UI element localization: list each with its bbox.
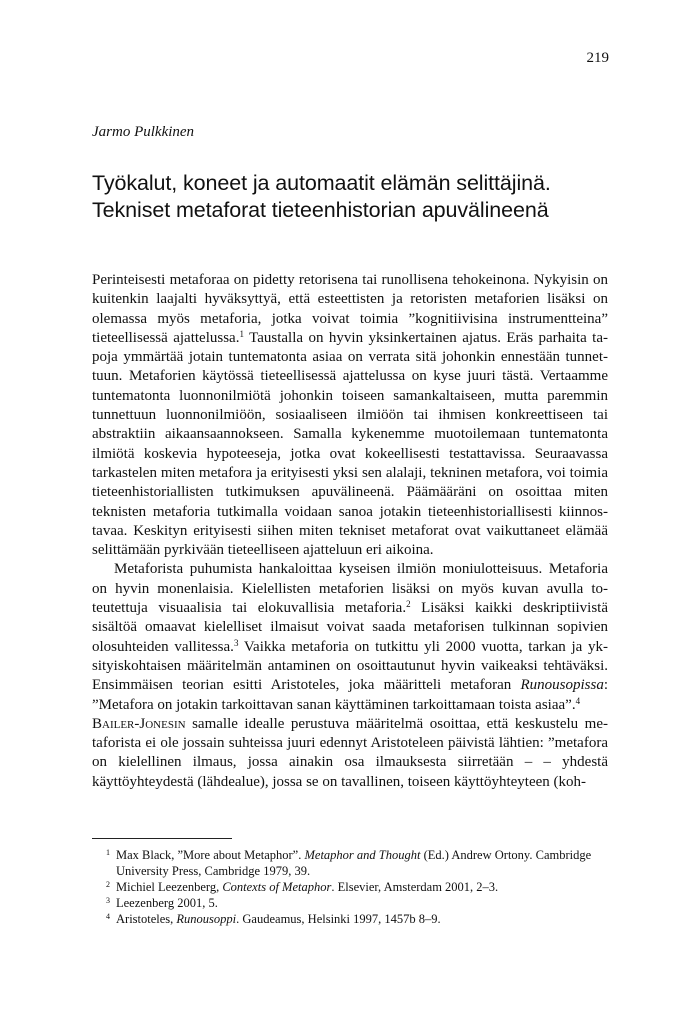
text-run: : ”Metafora on jotakin tarkoittavan sanan käyttäminen tarkoittamaan toista asiaa”.	[92, 677, 608, 713]
footnote-number: 4	[106, 912, 110, 921]
footnote-ref-3[interactable]: 3	[233, 637, 239, 648]
text-run: samalle idealle perustuva määritelmä osoittaa, että keskustelu metaforista ei ole jossain suhteissa juuri edennyt Aristoteleen päivistä lähtien: ”metafora on kielellinen ilmaus, jossa ainakin osa ilmauksesta siirretään – – yhdestä käyttöyhteydestä (lähdealue), jossa se on tavallinen, toiseen käyttöyhteyteen (koh-	[92, 715, 608, 790]
title-line-2: Tekniset metaforat tieteenhistorian apuvälineenä	[92, 198, 549, 222]
footnote-number: 1	[106, 848, 110, 857]
article-body	[92, 271, 608, 792]
article-title	[92, 170, 622, 224]
text-run: Metaforista puhumista hankaloittaa kyseisen ilmiön moniulotteisuus. Metaforia on hyvin monenlaisia. Kielellisten metaforien lisäksi on myös kuvan avulla toteutettuja visuaalisia tai elokuvallisia metaforia.	[92, 561, 608, 617]
footnote-italic: Metaphor and Thought	[304, 848, 421, 862]
footnote-2	[92, 879, 608, 895]
author-name: Jarmo Pulkkinen	[92, 124, 195, 140]
author-reference: Bailer-Jonesin	[92, 715, 186, 732]
paragraph-1	[92, 271, 608, 560]
footnote-text: Leezenberg 2001, 5.	[116, 896, 218, 910]
work-title: Runousopissa	[520, 677, 604, 694]
text-run: Vaikka metaforia on tutkittu yli 2000 vuotta, tarkan ja yksityiskohtaisen määritelmän antaminen on osoittautunut hyvin vaikeaksi tehtäväksi. Ensimmäisen teorian esitti Aristoteles, joka määritteli metaforan	[92, 638, 608, 694]
footnote-text: Max Black, ”More about Metaphor”.	[116, 848, 305, 862]
footnote-text: (Ed.) Andrew Ortony. Cambridge University Press, Cambridge 1979, 39.	[116, 848, 592, 878]
footnotes	[92, 847, 608, 927]
footnote-italic: Runousoppi	[176, 912, 237, 926]
footnote-text: . Elsevier, Amsterdam 2001, 2–3.	[331, 880, 499, 894]
text-run: Perinteisesti metaforaa on pidetty retorisena tai runollisena tehokeinona. Nykyisin on kuitenkin laajalti hyväksyttyä, että esteettisten ja retoristen metaforien lisäksi on olemassa myös metaforia, jotka voivat toimia ”kognitiivisina instrumentteina” tieteellisessä ajattelussa.	[92, 272, 608, 346]
footnote-4	[92, 911, 608, 927]
paragraph-2	[92, 560, 608, 792]
footnote-text: Michiel Leezenberg,	[116, 880, 223, 894]
title-line-1: Työkalut, koneet ja automaatit elämän selittäjinä.	[92, 171, 551, 195]
text-run: Taustalla on hyvin yksinkertainen ajatus. Eräs parhaita tapoja ymmärtää jotain tuntematonta asiaa on verrata sitä johonkin ennestään tunnettuun. Metaforien käytössä tieteellisessä ajattelussa on kyse juuri tästä. Vertaamme tuntematonta luonnonilmiötä johonkin toiseen samankaltaiseen, mutta paremmin tunnettuun luonnonilmiöön, sosiaaliseen ilmiöön tai ihmisen konkreettiseen tai abstraktiin aikaansaannokseen. Samalla kykenemme muotoilemaan tuntematonta ilmiötä koskevia hypoteeseja, jotka ovat kokeellisesti testattavissa. Seuraavassa tarkastelen miten metafora ja erityisesti yksi sen alalaji, tekninen metafora, voi toimia tieteenhistoriallisten tutkimuksen apuvälineenä. Päämääräni on osoittaa miten teknisten metaforia tutkimalla voidaan sanoa jotakin tieteenhistoriallisesti kiinnostavaa. Keskityn erityisesti siihen miten tekniset metaforat ovat vaikuttaneet elämää selittämään pyrkivään tieteelliseen ajatteluun eri aikoina.	[92, 329, 609, 559]
footnote-ref-1[interactable]: 1	[239, 328, 244, 339]
footnote-number: 3	[106, 896, 110, 905]
footnote-text: Aristoteles,	[116, 912, 177, 926]
footnote-italic: Contexts of Metaphor	[222, 880, 332, 894]
footnote-number: 2	[106, 880, 110, 889]
footnote-ref-4[interactable]: 4	[575, 695, 581, 706]
footnote-divider	[92, 838, 232, 839]
footnote-3	[92, 895, 608, 911]
footnote-text: . Gaudeamus, Helsinki 1997, 1457b 8–9.	[236, 912, 441, 926]
footnote-1	[92, 847, 608, 879]
footnote-ref-2[interactable]: 2	[406, 599, 411, 610]
text-run: Lisäksi kaikki deskriptiivistä sisältöä omaavat kielelliset ilmaisut voivat saada metaforisen tulkinnan sopivien olosuhteiden vallitessa.	[92, 600, 608, 655]
page-number: 219	[586, 50, 609, 66]
